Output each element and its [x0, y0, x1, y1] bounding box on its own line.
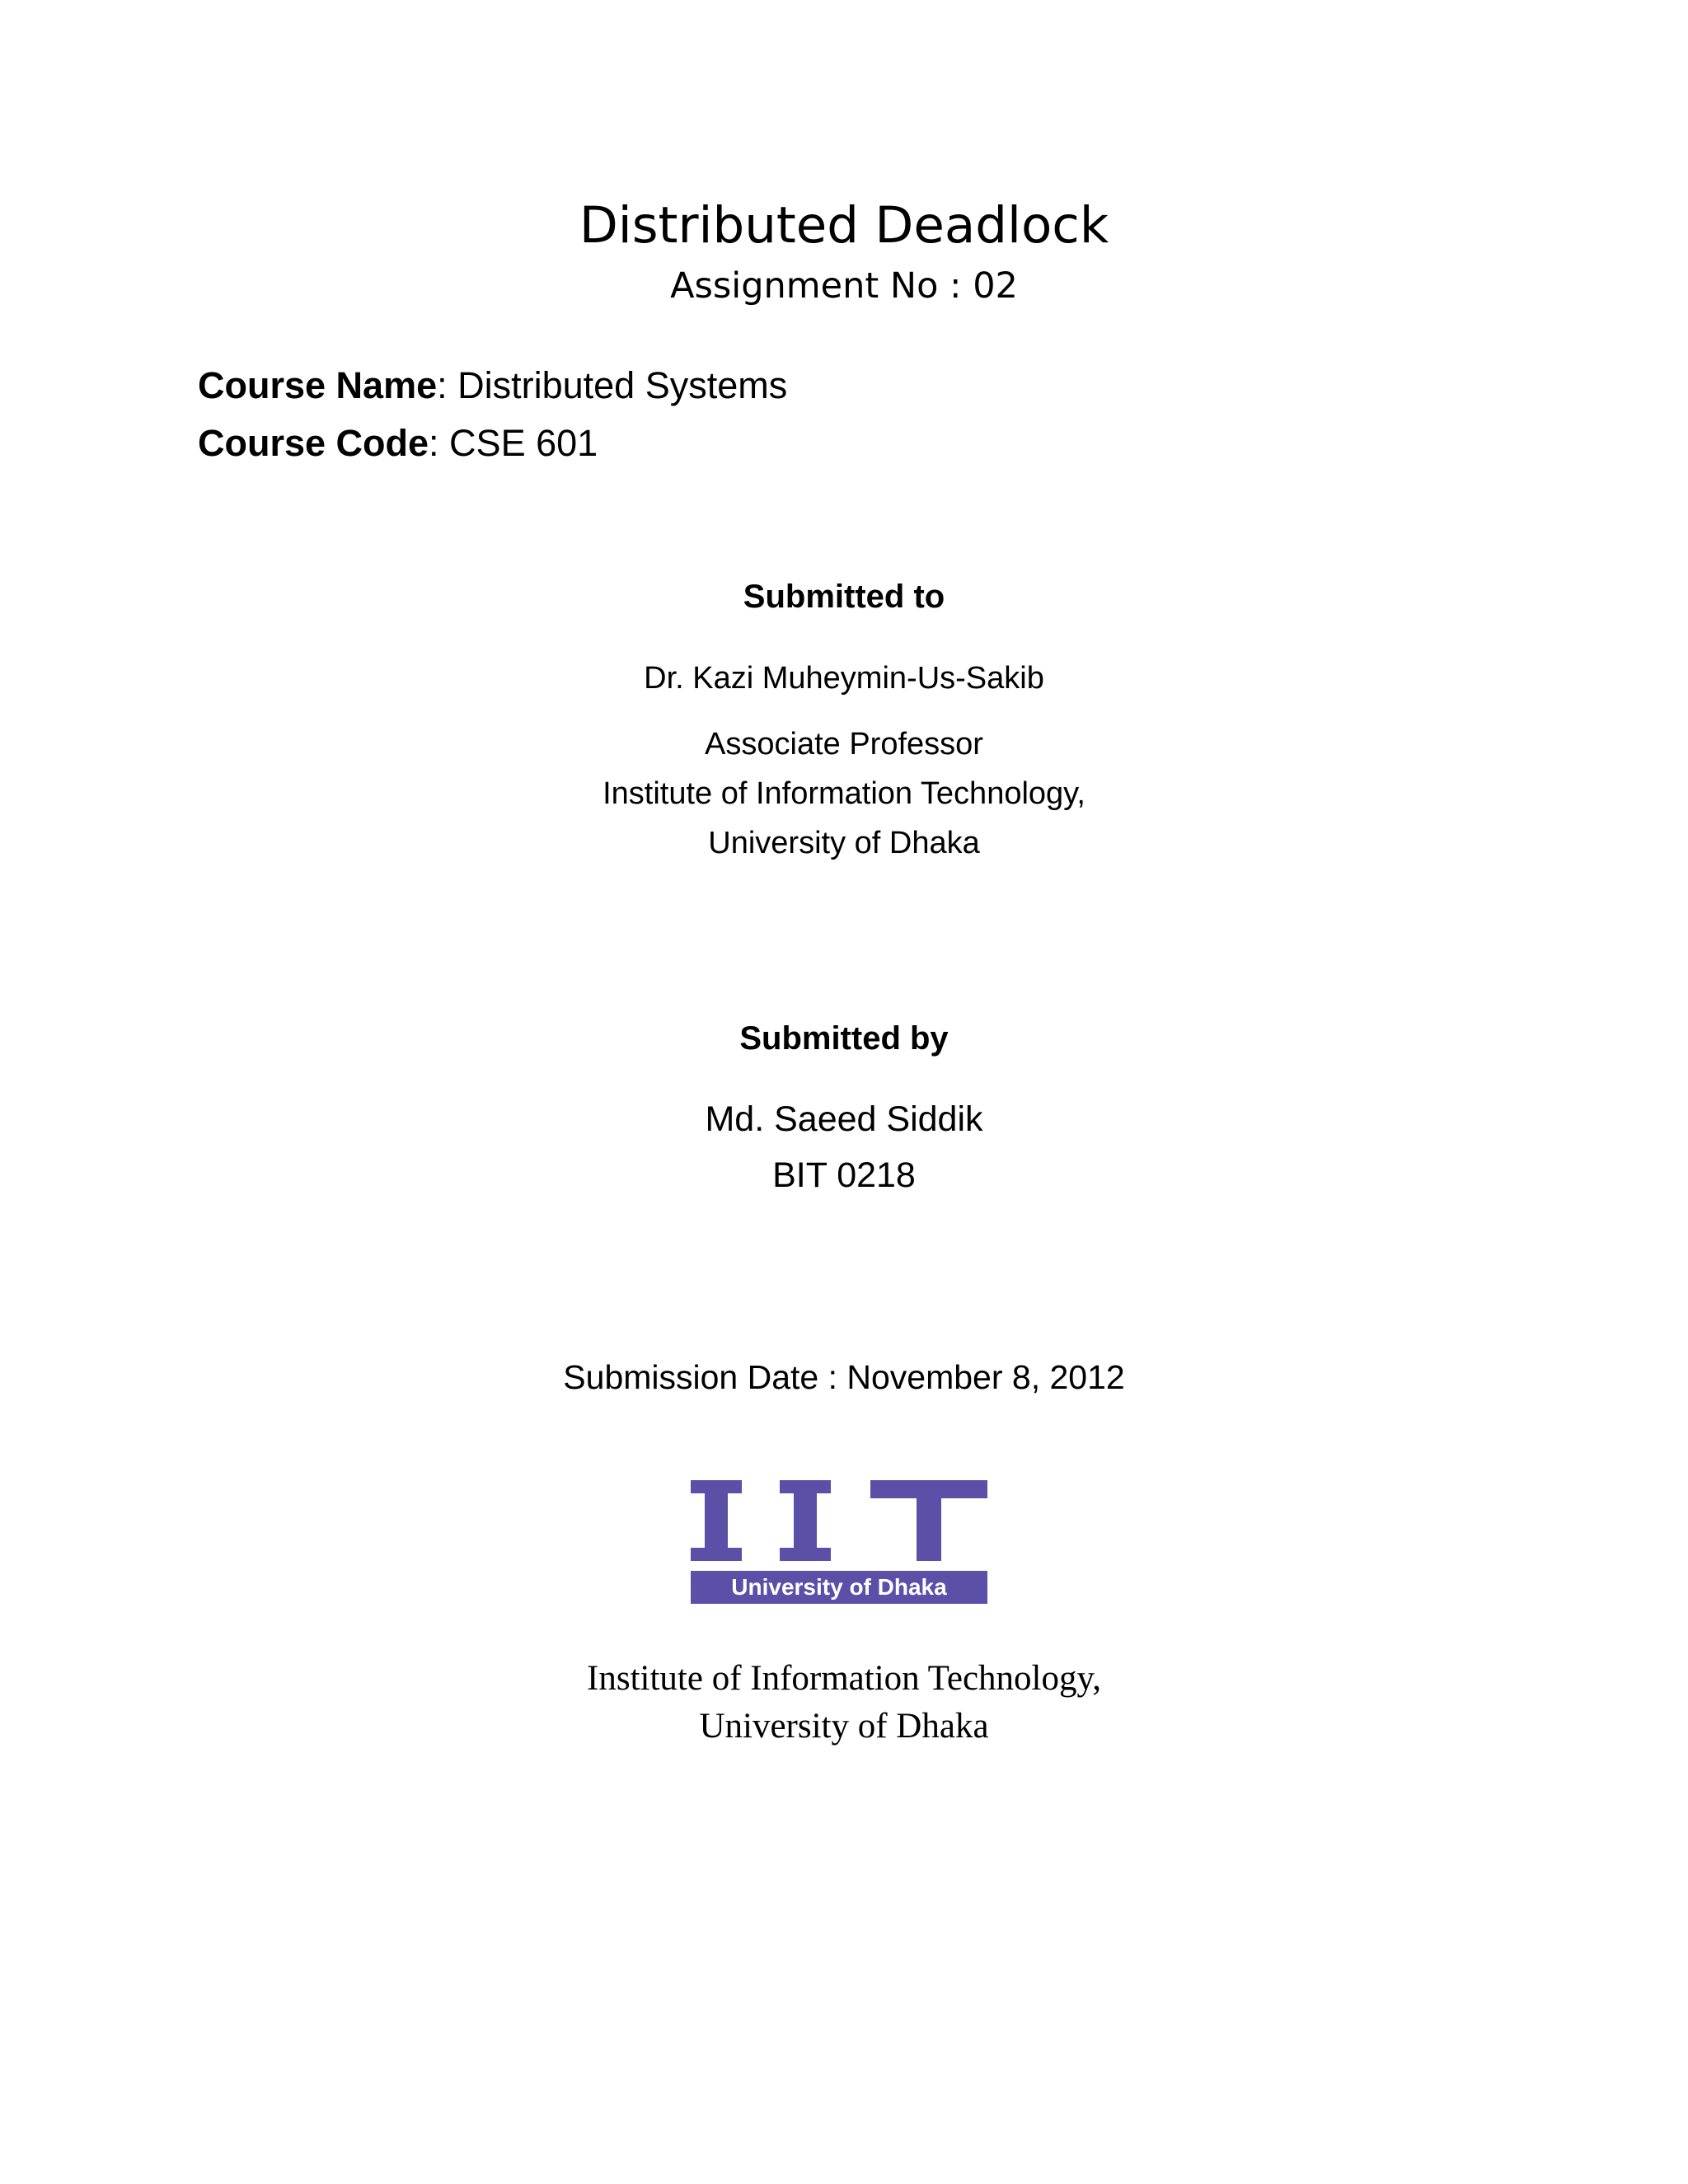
document-title: Distributed Deadlock — [579, 196, 1109, 255]
supervisor-university: University of Dhaka — [708, 826, 980, 860]
submitted-by-heading: Submitted by — [739, 1020, 949, 1057]
course-name-value: : Distributed Systems — [437, 364, 788, 406]
course-name-label: Course Name — [198, 364, 438, 406]
submitted-to-heading: Submitted to — [743, 579, 945, 615]
student-name: Md. Saeed Siddik — [705, 1099, 983, 1139]
submission-date: Submission Date : November 8, 2012 — [563, 1358, 1125, 1396]
course-code-line — [198, 422, 598, 465]
student-id: BIT 0218 — [772, 1155, 916, 1195]
supervisor-name: Dr. Kazi Muheymin-Us-Sakib — [644, 661, 1044, 696]
iit-logo-band-text: University of Dhaka — [731, 1574, 947, 1600]
supervisor-institute: Institute of Information Technology, — [603, 776, 1085, 811]
footer-institute: Institute of Information Technology, — [587, 1659, 1101, 1698]
assignment-number: Assignment No : 02 — [670, 265, 1018, 307]
course-code-value: : CSE 601 — [429, 422, 598, 464]
iit-logo-mark — [691, 1480, 987, 1561]
iit-logo — [691, 1480, 987, 1604]
course-code-label: Course Code — [198, 422, 429, 464]
course-name-line — [198, 364, 787, 407]
footer-university: University of Dhaka — [699, 1707, 989, 1746]
supervisor-title: Associate Professor — [705, 727, 983, 762]
